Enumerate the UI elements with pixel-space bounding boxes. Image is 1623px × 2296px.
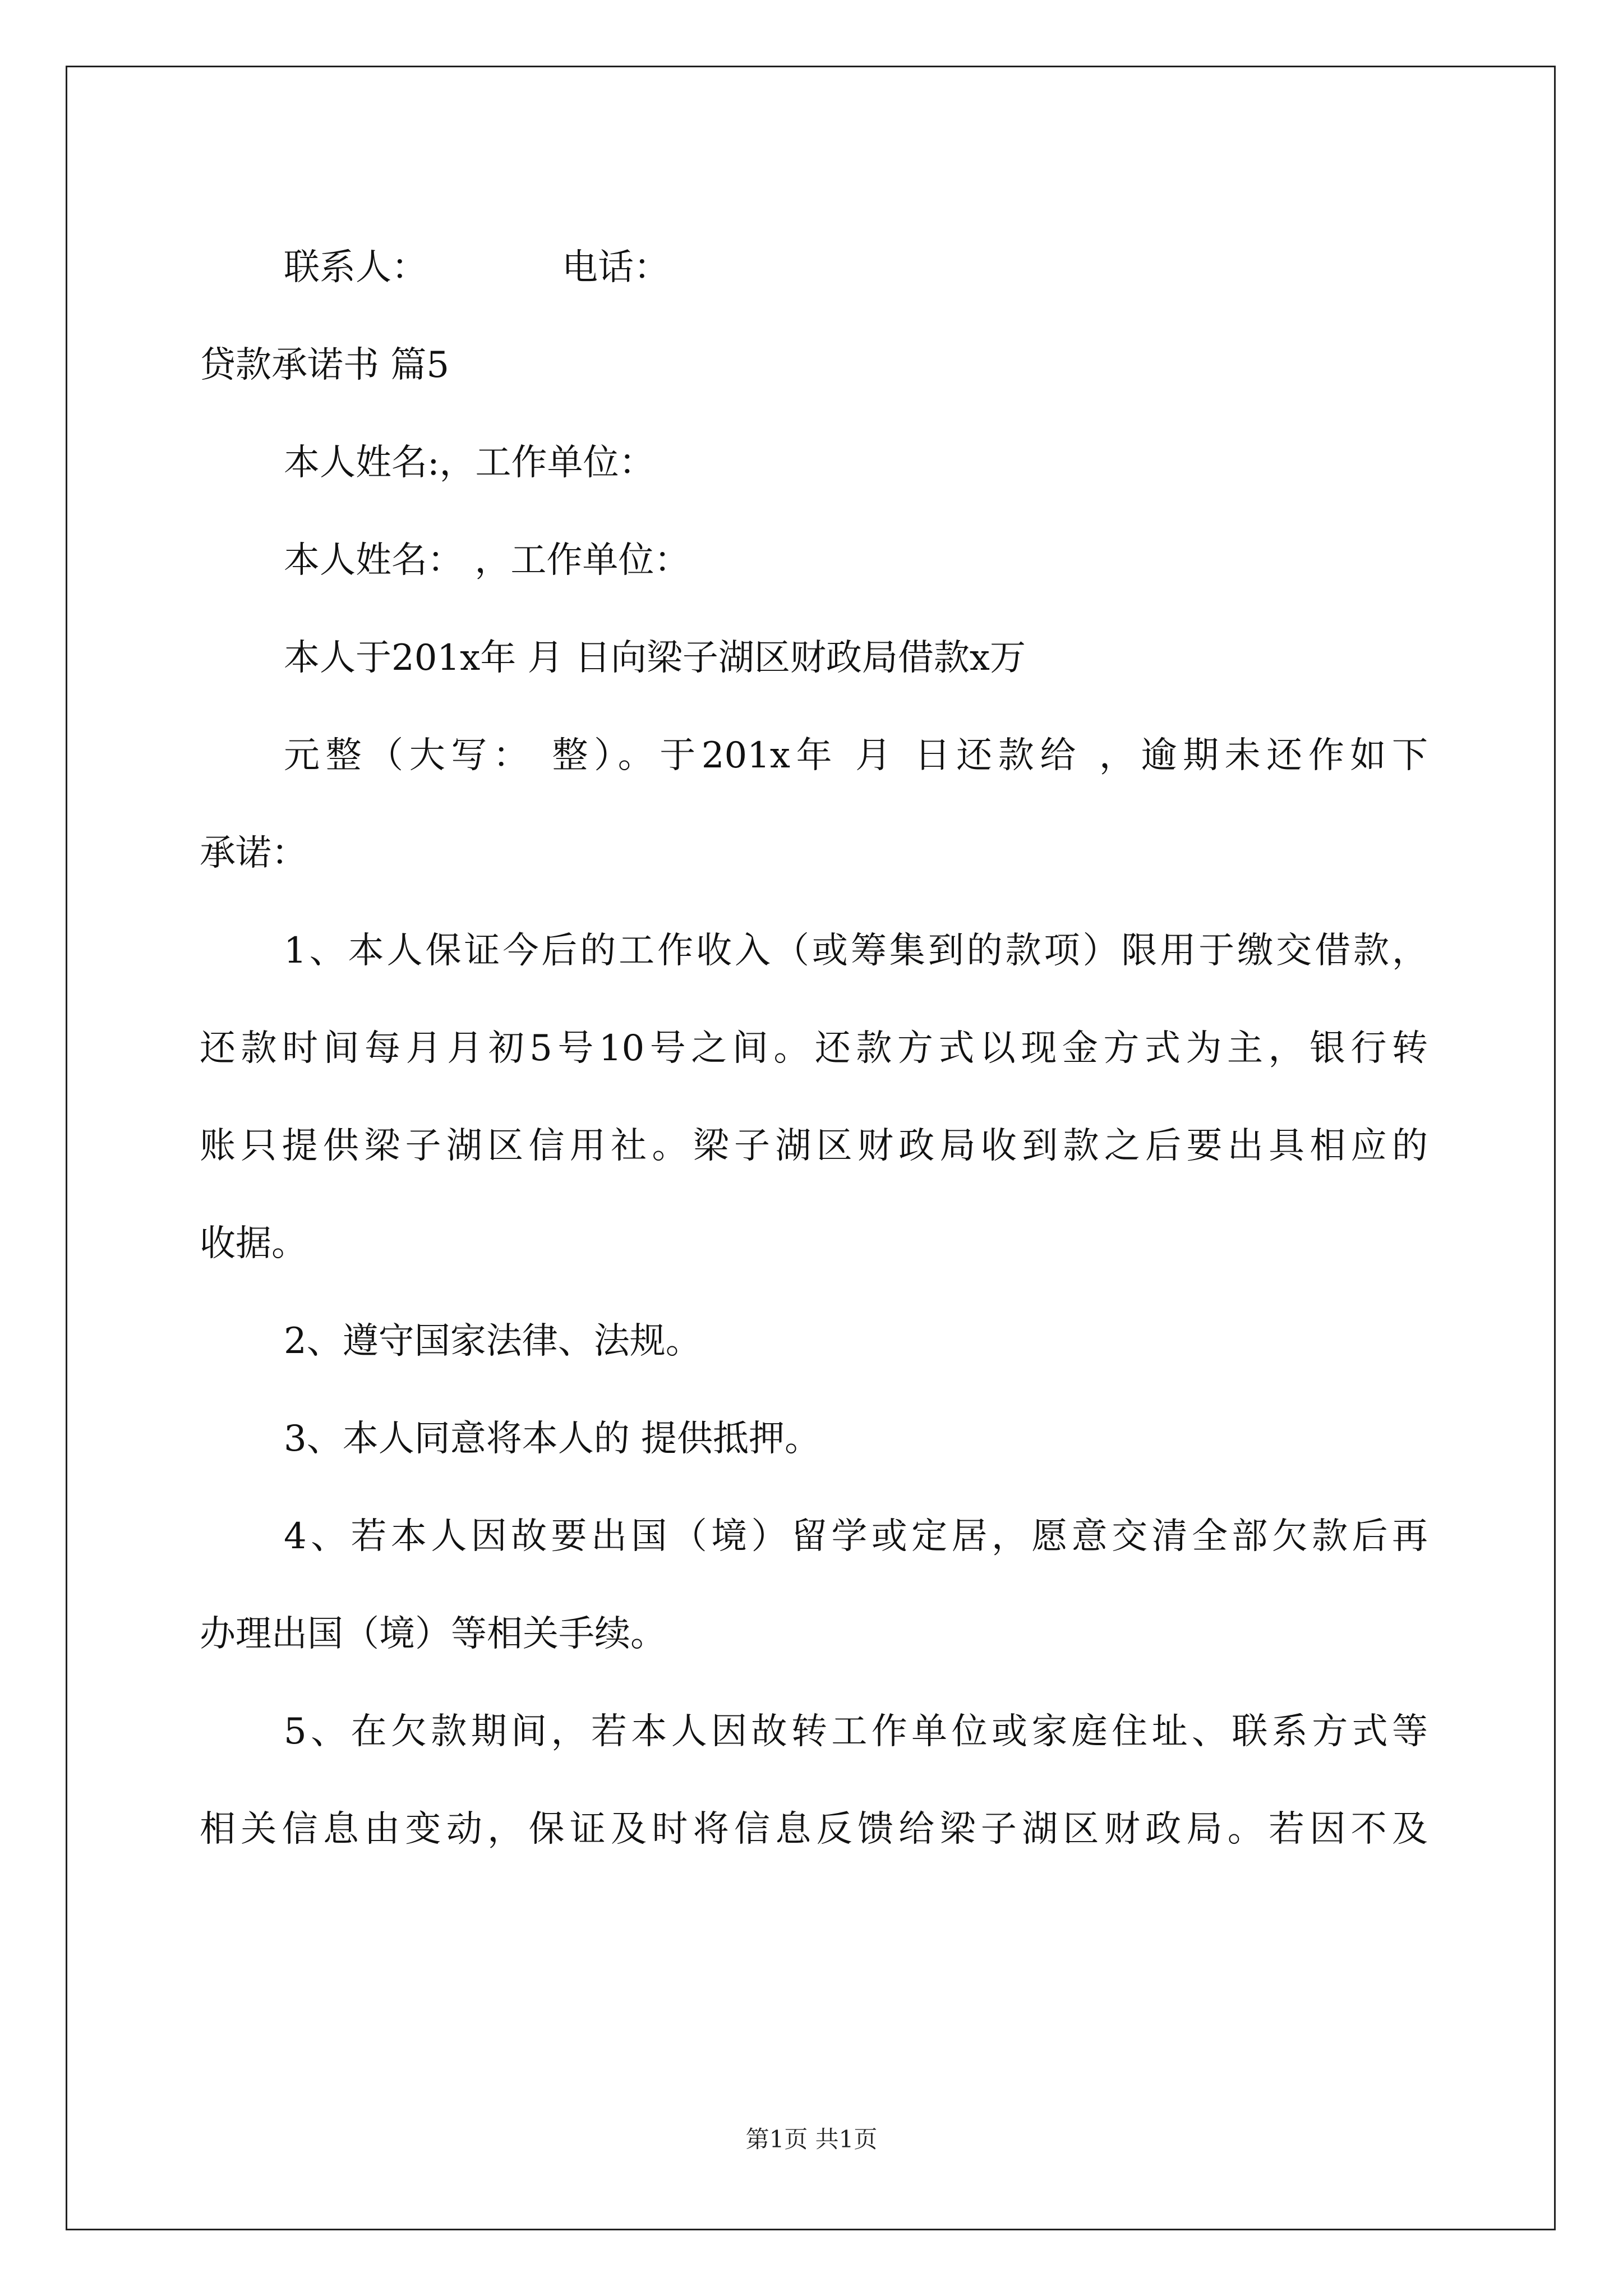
loan-line: 本人于201x年 月 日向梁子湖区财政局借款x万 xyxy=(284,637,1026,679)
item4-line2: 办理出国（境）等相关手续。 xyxy=(200,1613,666,1655)
name-line-1: 本人姓名:，工作单位： xyxy=(284,442,655,484)
contact-label: 联系人： xyxy=(284,247,427,288)
item5-line2: 相关信息由变动，保证及时将信息反馈给梁子湖区财政局。若因不及 xyxy=(200,1809,1428,1850)
page-footer: 第1页 共1页 xyxy=(745,2125,878,2153)
item1-line3: 账只提供梁子湖区信用社。梁子湖区财政局收到款之后要出具相应的 xyxy=(200,1125,1428,1167)
item3: 3、本人同意将本人的 提供抵押。 xyxy=(284,1418,821,1460)
phone-label: 电话： xyxy=(562,247,670,288)
amount-line-cont: 承诺： xyxy=(200,832,307,874)
item4-line1: 4、若本人因故要出国（境）留学或定居，愿意交清全部欠款后再 xyxy=(284,1516,1428,1557)
item2: 2、遵守国家法律、法规。 xyxy=(284,1320,702,1362)
item1-line1: 1、本人保证今后的工作收入（或筹集到的款项）限用于缴交借款， xyxy=(284,930,1428,972)
contact-line xyxy=(200,219,1428,316)
item1-line4: 收据。 xyxy=(200,1223,307,1264)
item1-line2: 还款时间每月月初5号10号之间。还款方式以现金方式为主，银行转 xyxy=(200,1028,1428,1069)
item5-line1: 5、在欠款期间，若本人因故转工作单位或家庭住址、联系方式等 xyxy=(284,1711,1428,1752)
name-line-2: 本人姓名： ，工作单位： xyxy=(284,540,690,581)
section-title: 贷款承诺书 篇5 xyxy=(200,344,450,386)
document-body xyxy=(200,219,1428,1878)
amount-line: 元整（大写： 整）。于201x年 月 日还款给 ，逾期未还作如下 xyxy=(284,735,1428,776)
